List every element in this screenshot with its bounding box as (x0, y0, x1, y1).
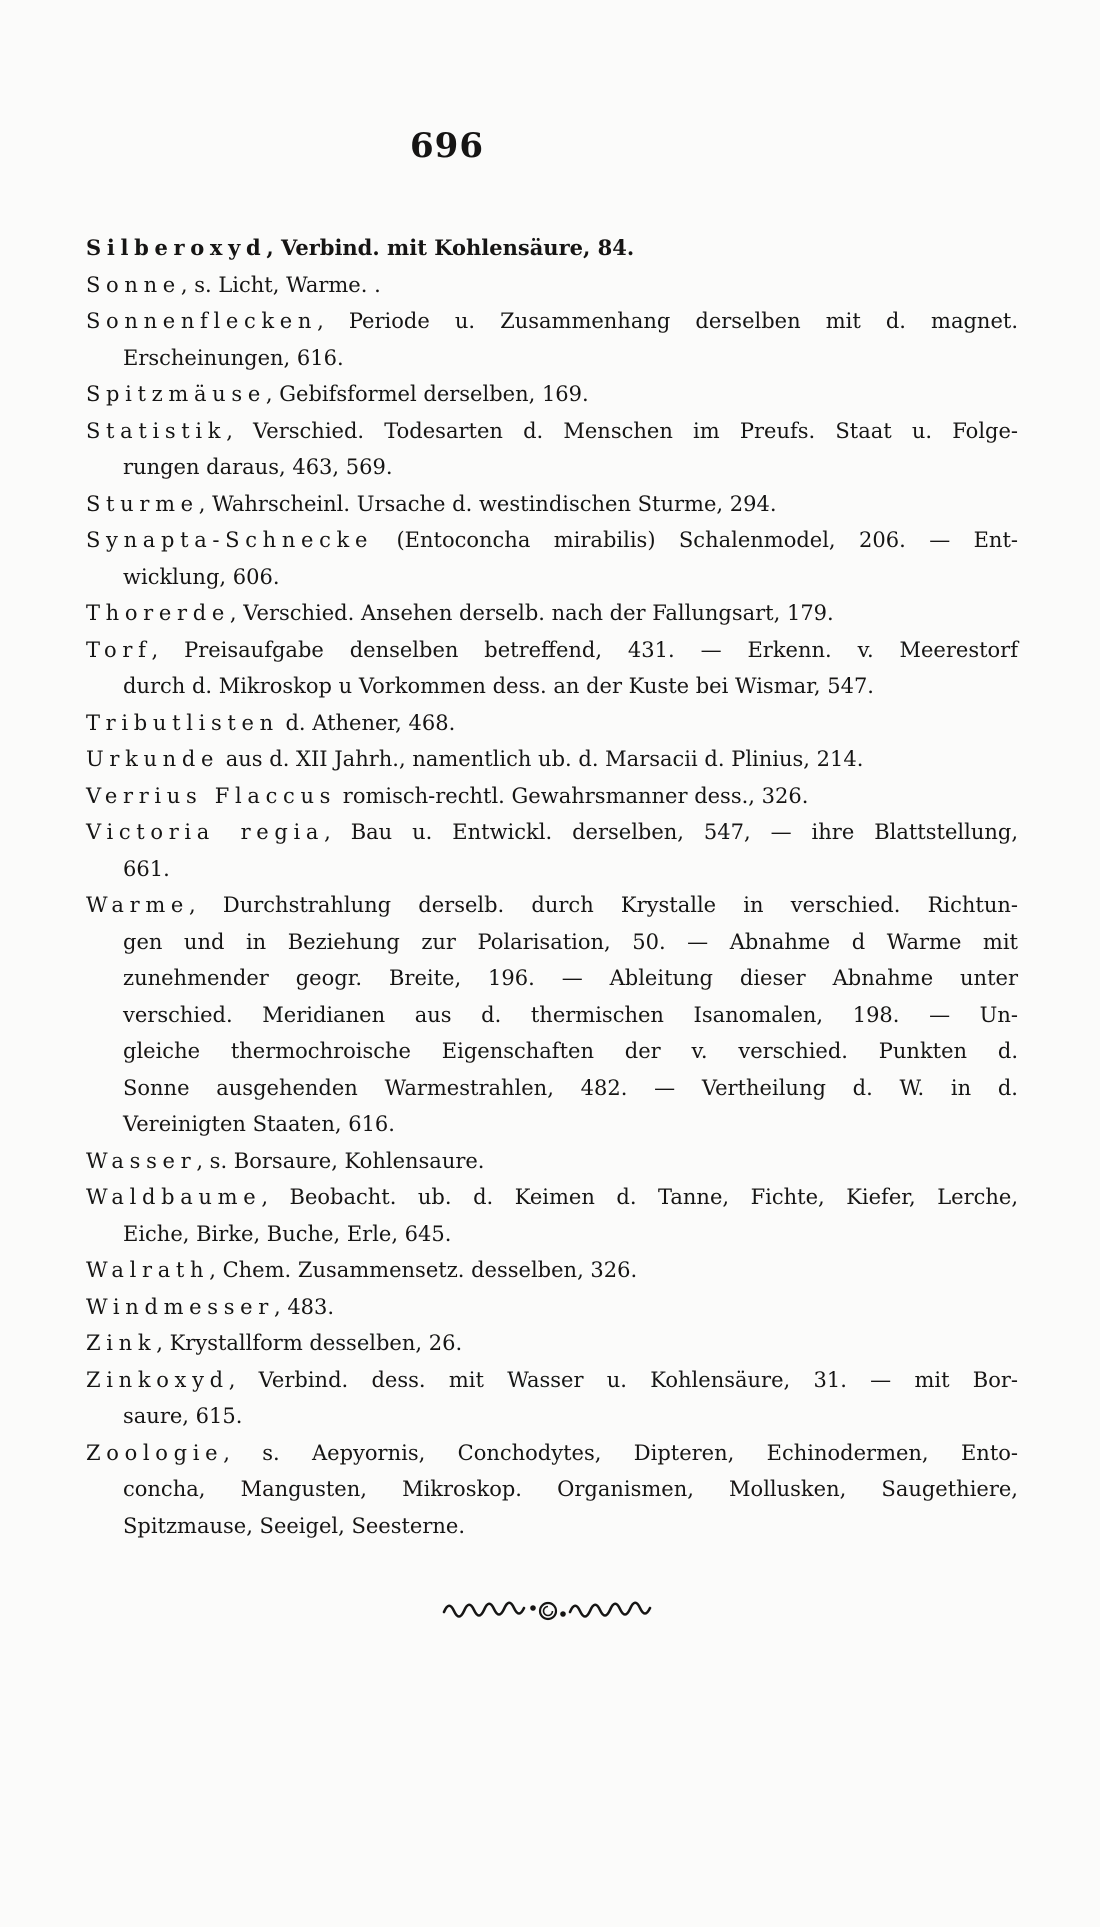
index-entry (86, 1362, 1018, 1435)
entry-term: Zinkoxyd (86, 1367, 229, 1392)
entry-term: Windmesser (86, 1294, 274, 1319)
index-entry (86, 632, 1018, 705)
entry-line (86, 376, 1018, 413)
entry-line (86, 267, 1018, 304)
entry-text: , Chem. Zusammensetz. desselben, 326. (209, 1258, 638, 1282)
entry-term: Statistik (86, 418, 227, 443)
index-entry (86, 413, 1018, 486)
entry-line (86, 1179, 1018, 1216)
index-entry (86, 1252, 1018, 1289)
index-entry (86, 705, 1018, 742)
footer-ornament-row (86, 1598, 1018, 1624)
entry-line: verschied. Meridianen aus d. thermischen Isanomalen, 198. — Un- (123, 1002, 1018, 1027)
entry-line (86, 1325, 1018, 1362)
index-entry (86, 230, 1018, 267)
entry-line (86, 887, 1018, 924)
entry-text: , Krystallform desselben, 26. (156, 1331, 463, 1355)
entry-text: , s. Borsaure, Kohlensaure. (196, 1148, 485, 1173)
entry-line (86, 1289, 1018, 1326)
index-entry (86, 376, 1018, 413)
entry-term: Sonnenflecken (86, 309, 318, 333)
entry-line (86, 1435, 1018, 1472)
index-entry (86, 303, 1018, 376)
index-entry (86, 887, 1018, 1143)
entry-line: concha, Mangusten, Mikroskop. Organismen, Mollusken, Saugethiere, (123, 1477, 1018, 1501)
squiggle-divider-icon (442, 1598, 662, 1624)
entry-text: , s. Licht, Warme. . (180, 272, 381, 297)
entry-line: Erscheinungen, 616. (123, 345, 344, 370)
index-entry (86, 1325, 1018, 1362)
entry-text: , 483. (273, 1294, 335, 1319)
index-entry (86, 267, 1018, 304)
entry-text: , Periode u. Zusammenhang derselben mit d. magnet. (317, 309, 1018, 333)
entry-text: , Preisaufgabe denselben betreffend, 431. — Erkenn. v. Meerestorf (151, 637, 1018, 662)
entry-term: Urkunde (86, 747, 220, 771)
page-number: 696 (410, 126, 484, 166)
entry-text: , Bau u. Entwickl. derselben, 547, — ihre Blattstellung, (324, 820, 1018, 844)
entry-term: Walrath (86, 1258, 210, 1282)
entry-text: , Wahrscheinl. Ursache d. westindischen Sturme, 294. (198, 491, 777, 516)
index-entry (86, 814, 1018, 887)
entry-line (86, 632, 1018, 669)
entry-text: , Verschied. Todesarten d. Menschen im Preufs. Staat u. Folge- (226, 418, 1018, 443)
entry-line (86, 705, 1018, 742)
entry-term: Warme (86, 893, 190, 917)
entry-term: Zoologie (86, 1440, 224, 1465)
entry-text: , Verbind. mit Kohlensäure, 84. (266, 235, 635, 260)
entry-line (86, 413, 1018, 450)
index-list (86, 230, 1018, 1544)
entry-term: Synapta-Schnecke (86, 528, 374, 552)
entry-term: Zink (86, 1331, 157, 1355)
entry-line: gen und in Beziehung zur Polarisation, 50. — Abnahme d Warme mit (123, 929, 1018, 954)
entry-line (86, 230, 1018, 267)
entry-text: , Gebifsformel derselben, 169. (265, 382, 589, 406)
index-entry (86, 1143, 1018, 1180)
index-entry (86, 486, 1018, 523)
page-header (86, 0, 1018, 172)
index-entry (86, 1435, 1018, 1545)
index-entry (86, 778, 1018, 815)
index-entry (86, 1289, 1018, 1326)
entry-line: zunehmender geogr. Breite, 196. — Ableitung dieser Abnahme unter (123, 966, 1018, 990)
entry-term: Wasser (86, 1148, 197, 1173)
entry-text: , Durchstrahlung derselb. durch Krystalle in verschied. Richtun- (189, 893, 1018, 917)
entry-line: rungen daraus, 463, 569. (123, 455, 393, 479)
entry-term: Victoria regia (86, 820, 325, 844)
entry-term: Tributlisten (86, 710, 279, 735)
entry-term: Spitzmäuse (86, 382, 266, 406)
entry-term: Torf (86, 637, 152, 662)
entry-line: gleiche thermochroische Eigenschaften der v. verschied. Punkten d. (123, 1039, 1018, 1063)
entry-text: , s. Aepyornis, Conchodytes, Dipteren, Echinodermen, Ento- (223, 1440, 1018, 1465)
index-entry (86, 595, 1018, 632)
entry-text: d. Athener, 468. (278, 710, 456, 735)
index-entry (86, 741, 1018, 778)
index-entry (86, 522, 1018, 595)
entry-line: Sonne ausgehenden Warmestrahlen, 482. — Vertheilung d. W. in d. (123, 1075, 1018, 1100)
entry-line (86, 595, 1018, 632)
entry-line (86, 1143, 1018, 1180)
entry-text: , Beobacht. ub. d. Keimen d. Tanne, Fichte, Kiefer, Lerche, (261, 1185, 1018, 1209)
entry-line (86, 814, 1018, 851)
entry-term: Silberoxyd (86, 235, 267, 260)
entry-line: Vereinigten Staaten, 616. (123, 1112, 395, 1136)
entry-line: saure, 615. (123, 1404, 243, 1428)
entry-line (86, 522, 1018, 559)
entry-line: wicklung, 606. (123, 564, 280, 589)
entry-term: Thorerde (86, 601, 230, 625)
entry-line (86, 303, 1018, 340)
entry-line (86, 1362, 1018, 1399)
index-entry (86, 1179, 1018, 1252)
entry-text: (Entoconcha mirabilis) Schalenmodel, 206. — Ent- (373, 528, 1018, 552)
entry-text: aus d. XII Jahrh., namentlich ub. d. Marsacii d. Plinius, 214. (219, 747, 864, 771)
entry-term: Verrius Flaccus (86, 783, 337, 808)
entry-term: Sonne (86, 272, 181, 297)
entry-text: romisch-rechtl. Gewahrsmanner dess., 326. (336, 783, 809, 808)
entry-line (86, 1252, 1018, 1289)
entry-text: , Verbind. dess. mit Wasser u. Kohlensäure, 31. — mit Bor- (228, 1367, 1018, 1392)
entry-term: Waldbaume (86, 1185, 262, 1209)
entry-line: 661. (123, 856, 170, 881)
entry-line (86, 486, 1018, 523)
entry-line: Eiche, Birke, Buche, Erle, 645. (123, 1221, 452, 1246)
entry-line: durch d. Mikroskop u Vorkommen dess. an der Kuste bei Wismar, 547. (123, 674, 874, 698)
entry-line (86, 741, 1018, 778)
entry-term: Sturme (86, 491, 199, 516)
entry-text: , Verschied. Ansehen derselb. nach der Fallungsart, 179. (229, 601, 834, 625)
entry-line (86, 778, 1018, 815)
entry-line: Spitzmause, Seeigel, Seesterne. (123, 1513, 466, 1538)
